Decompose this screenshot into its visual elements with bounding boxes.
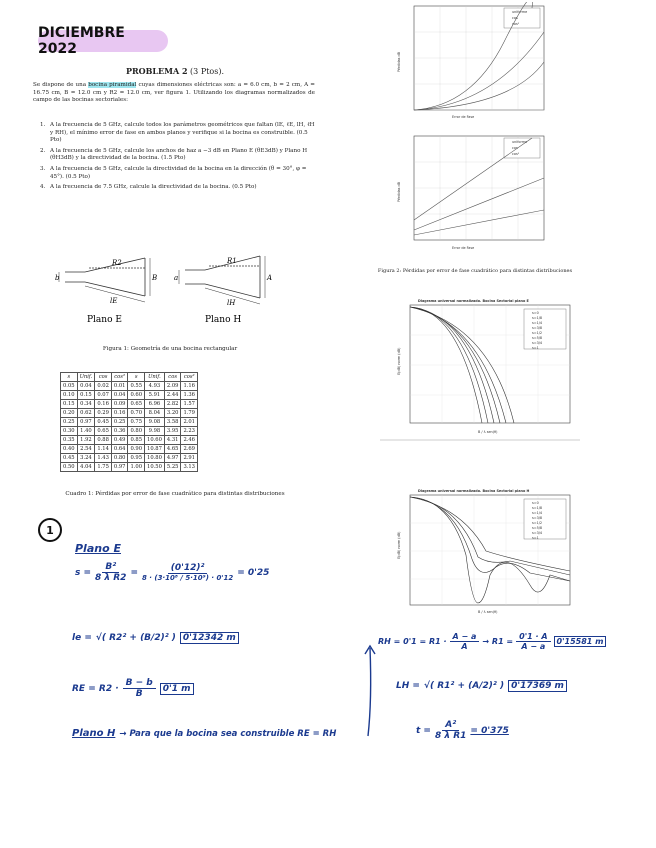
question-item xyxy=(40,184,316,192)
table-row xyxy=(61,454,198,463)
s-num-2: (0'12)² xyxy=(168,563,208,574)
le-equation xyxy=(72,632,239,644)
question-text: A la frecuencia de 5 GHz, calcule los anchos de haz a −3 dB en Plano E (θE3dB) y Plano H (θH3dB) y la directividad de la bocina. (1.5 Pto) xyxy=(50,147,308,162)
legend-entry: s=5/8 xyxy=(532,526,543,530)
legend-cos: cos xyxy=(512,146,518,150)
s-equation xyxy=(75,562,269,583)
legend-entry: s=1/2 xyxy=(532,331,543,335)
y-axis-label: Pérdidas dB xyxy=(397,182,401,202)
legend-entry: s=5/8 xyxy=(532,336,543,340)
table-cell: 0.25 xyxy=(61,418,78,427)
intro-highlight: bocina piramidal xyxy=(88,82,137,88)
table-cell: 2.23 xyxy=(181,427,198,436)
t-lhs: t = xyxy=(416,725,431,736)
lh-expr: √( R1² + (A/2)² ) xyxy=(423,681,505,691)
table-cell: 0.02 xyxy=(95,382,112,391)
re-result: 0'1 m xyxy=(160,683,194,695)
table-row xyxy=(61,463,198,472)
t-result: = 0'375 xyxy=(470,725,509,736)
s-result: = 0'25 xyxy=(237,567,270,578)
y-axis-label: E(dB) norm (dB) xyxy=(397,347,401,375)
intro-pre: Se dispone de una xyxy=(33,82,89,88)
table-cell: 0.85 xyxy=(128,436,145,445)
legend-entry: s=1/4 xyxy=(532,511,543,515)
table-cell: 3.95 xyxy=(164,427,181,436)
a-label: a xyxy=(174,274,179,282)
table-cell: 0.50 xyxy=(61,463,78,472)
rh-frac-num: A − a xyxy=(450,632,480,642)
table-cell: 0.55 xyxy=(128,382,145,391)
rh-equation xyxy=(378,632,606,651)
col-header: s xyxy=(61,373,78,382)
rh-fraction xyxy=(450,632,480,651)
re-fraction xyxy=(123,678,156,699)
table-cell: 2.54 xyxy=(77,445,95,454)
plot-title: Diagrama universal normalizado. Bocina Sectorial plano H xyxy=(418,489,530,493)
s-eq: = xyxy=(130,567,138,578)
table-cell: 0.60 xyxy=(128,391,145,400)
col-header: cos² xyxy=(181,373,198,382)
table-cell: 5.91 xyxy=(145,391,165,400)
table-caption: Cuadro 1: Pérdidas por error de fase cuadrático para distintas distribuciones xyxy=(65,491,285,497)
t-equation xyxy=(416,720,509,741)
table-cell: 0.35 xyxy=(61,436,78,445)
rh-frac2-num: 0'1 · A xyxy=(516,632,550,642)
table-cell: 3.13 xyxy=(181,463,198,472)
legend-uniform: uniforme xyxy=(512,140,528,144)
rh-arrow: → R1 = xyxy=(482,637,514,646)
plane-h-note: → Para que la bocina sea construible RE = RH xyxy=(119,728,337,739)
rh-lhs: RH = 0'1 = R1 · xyxy=(378,637,447,646)
t-num: A² xyxy=(442,720,459,731)
question-text: A la frecuencia de 5 GHz, calcule la directividad de la bocina en la dirección (θ = 30°, φ = 45°). (0.5 Pto) xyxy=(50,165,307,180)
plane-h-line xyxy=(72,728,336,739)
table-cell: 0.40 xyxy=(61,445,78,454)
plane-h-label: Plano H xyxy=(205,315,242,325)
table-cell: 1.75 xyxy=(95,463,112,472)
table-cell: 0.16 xyxy=(95,400,112,409)
table-cell: 0.36 xyxy=(111,427,128,436)
s-fraction-2 xyxy=(142,563,233,582)
r1-label: R1 xyxy=(227,257,237,265)
table-cell: 0.04 xyxy=(111,391,128,400)
table-cell: 2.82 xyxy=(164,400,181,409)
table-cell: 0.62 xyxy=(77,409,95,418)
question-item xyxy=(40,148,316,163)
table-row xyxy=(61,382,198,391)
legend-entry: s=3/4 xyxy=(532,531,543,535)
table-row xyxy=(61,418,198,427)
x-axis-label: B / λ sen(θ) xyxy=(478,610,498,614)
s-num: B² xyxy=(102,562,119,573)
sectoral-e-plane-pattern xyxy=(380,295,580,445)
question-number: 2. xyxy=(40,147,46,154)
table-cell: 0.45 xyxy=(61,454,78,463)
table-cell: 2.01 xyxy=(181,418,198,427)
question-item xyxy=(40,122,316,145)
table-cell: 0.45 xyxy=(95,418,112,427)
table-cell: 4.65 xyxy=(164,445,181,454)
col-header: Unif. xyxy=(77,373,95,382)
legend-entry: s=0 xyxy=(532,501,539,505)
table-row xyxy=(61,400,198,409)
phase-loss-plot-top xyxy=(392,2,552,120)
table-cell: 1.40 xyxy=(77,427,95,436)
table-row xyxy=(61,427,198,436)
table-cell: 4.04 xyxy=(77,463,95,472)
s-lhs: s = xyxy=(75,567,92,578)
legend-cos: cos xyxy=(512,16,518,20)
horn-geometry-figure xyxy=(55,250,295,340)
re-frac-den: B xyxy=(135,689,143,699)
rh-fraction-2 xyxy=(516,632,550,651)
table-cell: 3.58 xyxy=(164,418,181,427)
legend-entry: s=3/8 xyxy=(532,326,543,330)
t-den: 8 λ R1 xyxy=(434,731,467,741)
table-cell: 2.46 xyxy=(181,436,198,445)
question-item xyxy=(40,166,316,181)
big-a-label: A xyxy=(267,274,273,282)
re-frac-num: B − b xyxy=(123,678,156,689)
plane-e-label: Plano E xyxy=(87,315,122,325)
date-label: DICIEMBRE 2022 xyxy=(38,30,168,52)
lh-result: 0'17369 m xyxy=(508,680,567,692)
b-label: b xyxy=(55,274,60,282)
table-cell: 4.93 xyxy=(145,382,165,391)
lh-equation xyxy=(396,680,567,692)
table-cell: 0.70 xyxy=(128,409,145,418)
table-cell: 0.30 xyxy=(61,427,78,436)
le-label: lE xyxy=(110,297,118,305)
table-cell: 0.49 xyxy=(111,436,128,445)
table-cell: 0.05 xyxy=(61,382,78,391)
legend-entry: s=1/2 xyxy=(532,521,543,525)
table-cell: 0.15 xyxy=(77,391,95,400)
plane-e-title: Plano E xyxy=(75,542,121,555)
table-cell: 2.09 xyxy=(164,382,181,391)
table-cell: 0.65 xyxy=(95,427,112,436)
table-cell: 10.80 xyxy=(145,454,165,463)
col-header: cos xyxy=(95,373,112,382)
legend-entry: s=1/8 xyxy=(532,506,543,510)
rh-result: 0'15581 m xyxy=(554,636,607,647)
problem-title-bold: PROBLEMA 2 xyxy=(125,66,188,76)
table-cell: 9.98 xyxy=(145,427,165,436)
col-header: Unif. xyxy=(145,373,165,382)
question-text: A la frecuencia de 5 GHz, calcule todos los parámetros geométricos que faltan (lE, ℓE, lH, ℓH y RH), el mínimo error de fase en ambos planos y verifique si la bocina es construible. (0.5 Pto) xyxy=(50,122,315,144)
plane-h-title: Plano H xyxy=(72,728,116,739)
x-axis-label: Error de Fase xyxy=(452,115,475,119)
table-cell: 8.04 xyxy=(145,409,165,418)
question-number: 3. xyxy=(40,165,46,172)
table-cell: 6.96 xyxy=(145,400,165,409)
question-number: 4. xyxy=(40,184,46,191)
re-equation xyxy=(72,678,194,699)
table-cell: 0.07 xyxy=(95,391,112,400)
table-header-row xyxy=(61,373,198,382)
legend-entry: s=1/8 xyxy=(532,316,543,320)
table-cell: 3.20 xyxy=(164,409,181,418)
table-cell: 1.36 xyxy=(181,391,198,400)
t-fraction xyxy=(435,720,466,741)
big-b-label: B xyxy=(152,274,158,282)
table-cell: 2.91 xyxy=(181,454,198,463)
table-cell: 2.69 xyxy=(181,445,198,454)
table-cell: 4.97 xyxy=(164,454,181,463)
table-row xyxy=(61,391,198,400)
s-den-2: 8 · (3·10⁸ / 5·10⁹) · 0'12 xyxy=(142,574,234,582)
problem-title-points: (3 Ptos). xyxy=(187,67,224,76)
table-cell: 1.79 xyxy=(181,409,198,418)
up-arrow-icon xyxy=(360,640,380,740)
phase-loss-table xyxy=(60,372,198,472)
table-row xyxy=(61,436,198,445)
rh-frac-den: A xyxy=(461,642,468,651)
plot-title: Diagrama universal normalizado. Bocina Sectorial plano E xyxy=(418,299,529,303)
lh-lhs: LH = xyxy=(396,681,420,691)
le-lhs: le = xyxy=(72,633,92,643)
table-cell: 0.20 xyxy=(61,409,78,418)
legend-entry: s=0 xyxy=(532,311,539,315)
table-cell: 2.44 xyxy=(164,391,181,400)
legend-entry: s=3/8 xyxy=(532,516,543,520)
col-header: cos xyxy=(164,373,181,382)
legend-cos2: cos² xyxy=(512,152,520,156)
figure2-caption: Figura 2: Pérdidas por error de fase cuadrático para distintas distribuciones xyxy=(377,268,573,274)
x-axis-label: Error de Fase xyxy=(452,246,475,250)
table-cell: 0.88 xyxy=(95,436,112,445)
table-cell: 0.25 xyxy=(111,418,128,427)
legend-uniform: uniforme xyxy=(512,10,528,14)
table-cell: 0.80 xyxy=(128,427,145,436)
problem-title xyxy=(100,66,250,76)
legend-entry: s=1/4 xyxy=(532,321,543,325)
table-cell: 0.90 xyxy=(128,445,145,454)
table-cell: 0.29 xyxy=(95,409,112,418)
legend-entry: s=3/4 xyxy=(532,341,543,345)
r2-label: R2 xyxy=(112,259,122,267)
table-cell: 1.00 xyxy=(128,463,145,472)
table-cell: 0.15 xyxy=(61,400,78,409)
table-cell: 3.24 xyxy=(77,454,95,463)
table-cell: 10.87 xyxy=(145,445,165,454)
table-cell: 0.75 xyxy=(128,418,145,427)
rh-frac2-den: A − a xyxy=(521,642,546,651)
table-cell: 0.10 xyxy=(61,391,78,400)
table-cell: 10.60 xyxy=(145,436,165,445)
table-cell: 1.14 xyxy=(95,445,112,454)
table-row xyxy=(61,409,198,418)
table-cell: 0.80 xyxy=(111,454,128,463)
table-cell: 0.09 xyxy=(111,400,128,409)
x-axis-label: B / λ sen(θ) xyxy=(478,430,498,434)
col-header: s xyxy=(128,373,145,382)
figure1-caption: Figura 1: Geometría de una bocina rectangular xyxy=(102,346,238,352)
legend-entry: s=1 xyxy=(532,346,539,350)
table-row xyxy=(61,445,198,454)
table-cell: 1.43 xyxy=(95,454,112,463)
solution-number-circle: 1 xyxy=(38,518,62,542)
s-fraction xyxy=(95,562,126,583)
question-number: 1. xyxy=(40,122,46,128)
table-cell: 0.34 xyxy=(77,400,95,409)
col-header: cos² xyxy=(111,373,128,382)
y-axis-label: E(dB) norm (dB) xyxy=(397,531,401,559)
le-result: 0'12342 m xyxy=(180,632,239,644)
table-cell: 0.97 xyxy=(111,463,128,472)
table-cell: 0.04 xyxy=(77,382,95,391)
question-text: A la frecuencia de 7.5 GHz, calcule la directividad de la bocina. (0.5 Pto) xyxy=(50,184,257,191)
question-list xyxy=(40,122,316,195)
table-cell: 5.25 xyxy=(164,463,181,472)
table-cell: 0.97 xyxy=(77,418,95,427)
table-cell: 0.65 xyxy=(128,400,145,409)
table-cell: 1.57 xyxy=(181,400,198,409)
table-cell: 1.92 xyxy=(77,436,95,445)
legend-cos2: cos² xyxy=(512,22,520,26)
table-cell: 1.16 xyxy=(181,382,198,391)
table-cell: 0.16 xyxy=(111,409,128,418)
table-cell: 10.50 xyxy=(145,463,165,472)
table-cell: 0.95 xyxy=(128,454,145,463)
table-cell: 4.31 xyxy=(164,436,181,445)
sectoral-h-plane-pattern xyxy=(380,485,580,615)
re-lhs: RE = R2 · xyxy=(72,683,119,694)
le-expr: √( R2² + (B/2)² ) xyxy=(95,633,176,643)
intro-post: cuyas dimensiones eléctricas son: a = 6.0 cm, b = 2 cm, A = 16.75 cm, B = 12.0 cm y R2 = 12.0 cm, ver figura 1. Utilizando los diagramas normalizados de campo de las bocinas sectoriales: xyxy=(33,82,315,104)
table-cell: 9.08 xyxy=(145,418,165,427)
s-den: 8 λ R2 xyxy=(95,573,127,583)
table-cell: 0.01 xyxy=(111,382,128,391)
legend-entry: s=1 xyxy=(532,536,539,540)
phase-loss-plot-bottom xyxy=(392,130,552,252)
lh-label: lH xyxy=(227,299,236,307)
y-axis-label: Pérdidas dB xyxy=(397,52,401,72)
problem-intro xyxy=(33,82,315,105)
table-cell: 0.64 xyxy=(111,445,128,454)
